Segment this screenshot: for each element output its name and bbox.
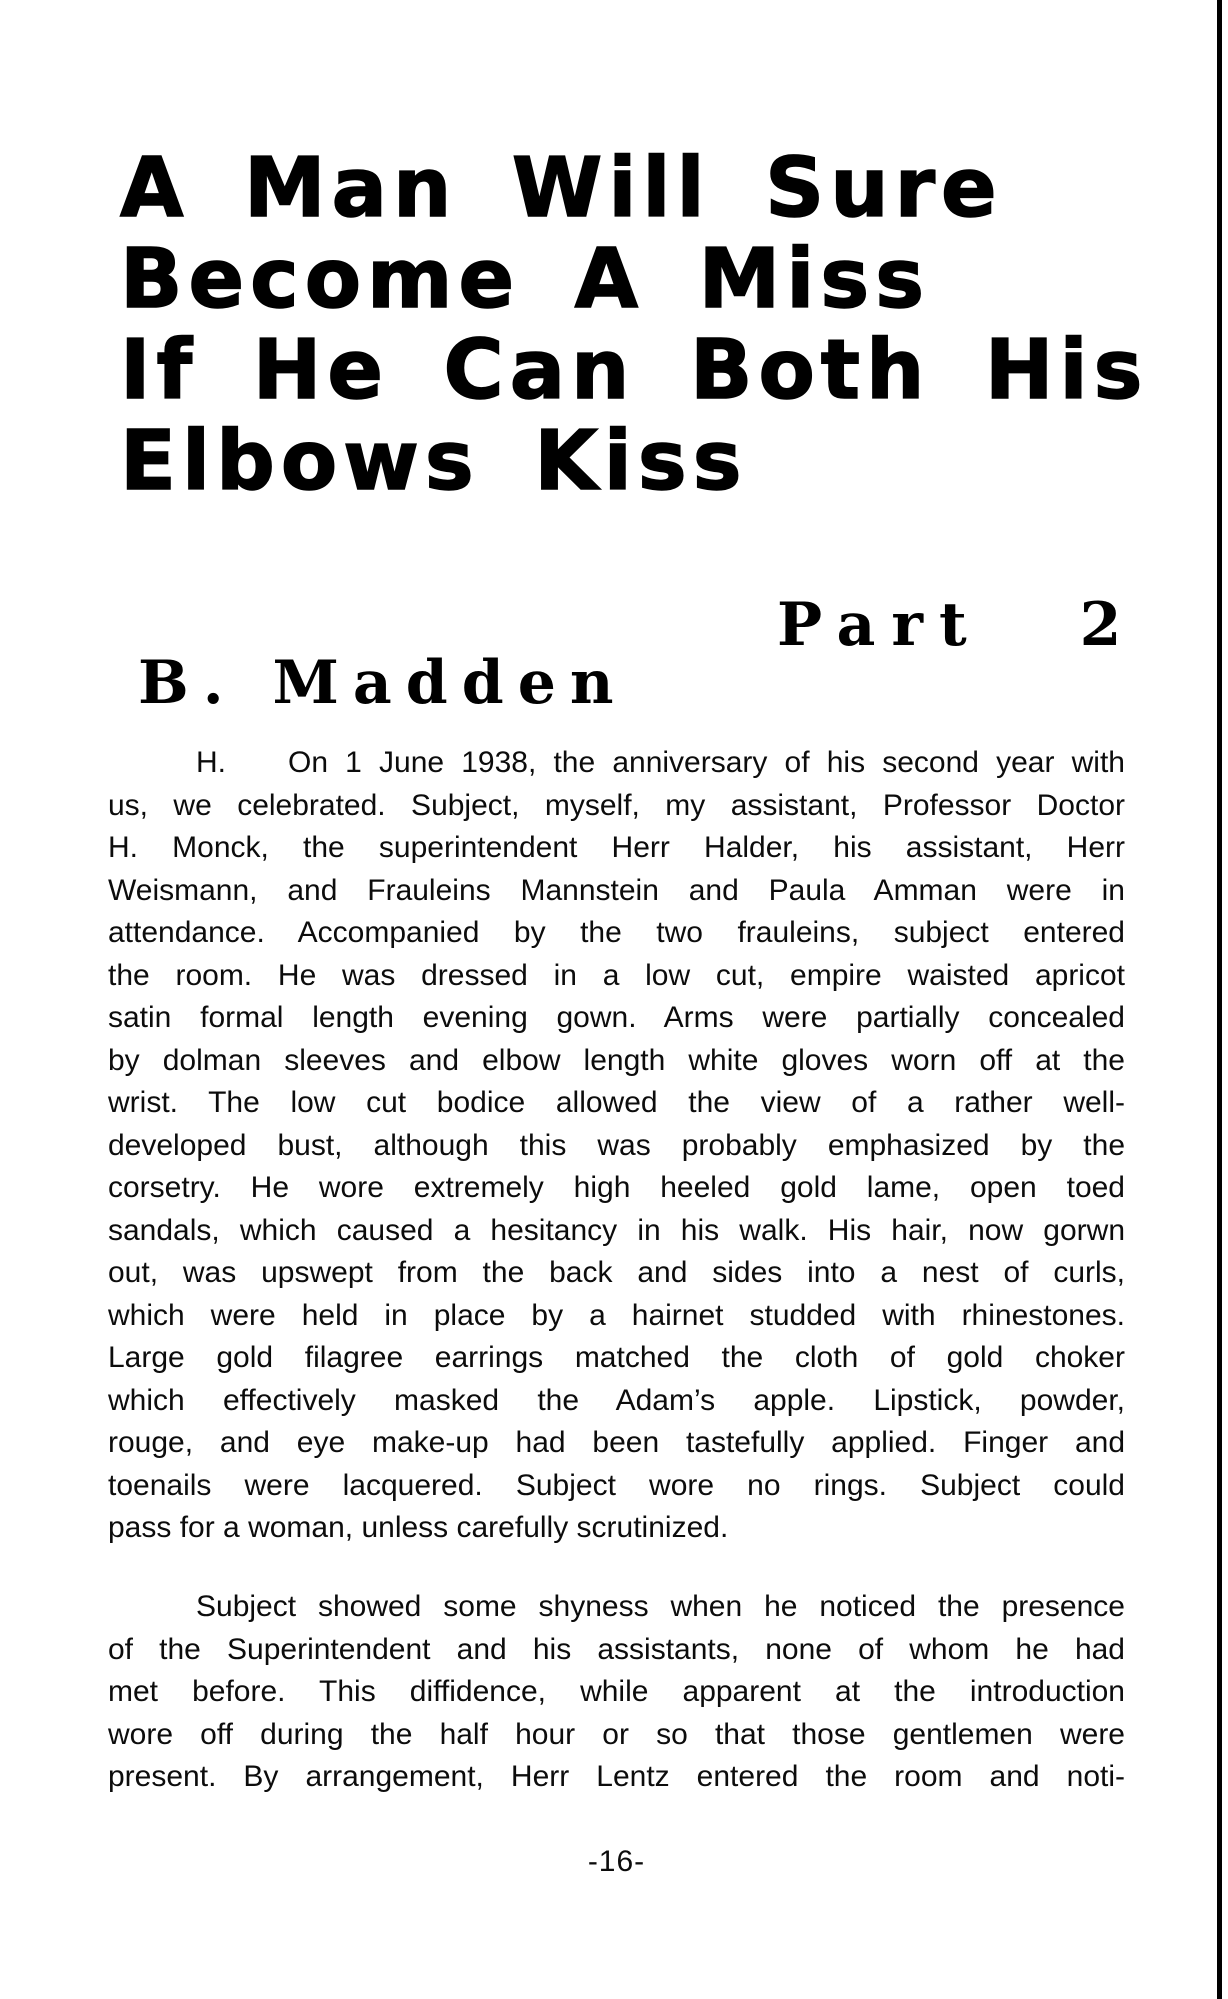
paragraph-line: present. By arrangement, Herr Lentz entered the room and noti- (108, 1760, 1125, 1793)
paragraph-line: Large gold filagree earrings matched the cloth of gold choker (108, 1341, 1125, 1374)
paragraph-line: us, we celebrated. Subject, myself, my assistant, Professor Doctor (108, 788, 1125, 822)
title-line: If He Can Both His (120, 323, 1149, 418)
paragraph-line: satin formal length evening gown. Arms were partially concealed (108, 1001, 1125, 1034)
page-edge-rule (1217, 0, 1222, 1999)
paragraph-line: of the Superintendent and his assistants, none of whom he had (108, 1632, 1125, 1666)
paragraph-line: out, was upswept from the back and sides into a nest of curls, (108, 1256, 1125, 1289)
paragraph-line: rouge, and eye make-up had been tastefully applied. Finger and (108, 1426, 1125, 1459)
paragraph-line: toenails were lacquered. Subject wore no rings. Subject could (108, 1468, 1125, 1502)
paragraph-1 (108, 742, 1125, 1550)
line-text: Subject showed some shyness when he noticed the presence (196, 1590, 1125, 1623)
paragraph-line: the room. He was dressed in a low cut, empire waisted apricot (108, 958, 1125, 992)
paragraph-first-line (108, 742, 1125, 785)
paragraph-line: H. Monck, the superintendent Herr Halder, his assistant, Herr (108, 831, 1125, 864)
paragraph-line: which were held in place by a hairnet studded with rhinestones. (108, 1298, 1125, 1332)
paragraph-lines (108, 785, 1125, 1550)
page-title (120, 143, 1148, 507)
title-line: Become A Miss (120, 232, 930, 327)
paragraph-line: met before. This diffidence, while apparent at the introduction (108, 1675, 1125, 1708)
paragraph-lines (108, 1629, 1125, 1799)
title-line: Elbows Kiss (120, 414, 748, 509)
paragraph-line: by dolman sleeves and elbow length white gloves worn off at the (108, 1043, 1125, 1077)
paragraph-line: wrist. The low cut bodice allowed the view of a rather well- (108, 1086, 1125, 1119)
paragraph-line: attendance. Accompanied by the two frauleins, subject entered (108, 916, 1125, 949)
part-label: Part 2 (777, 590, 1138, 660)
paragraph-line: developed bust, although this was probably emphasized by the (108, 1128, 1125, 1162)
line-text: On 1 June 1938, the anniversary of his second year with (288, 746, 1125, 779)
lead-initial: H. (196, 746, 226, 779)
author-name: B. Madden (138, 648, 628, 718)
page-number: -16- (587, 1845, 646, 1878)
paragraph-line: Weismann, and Frauleins Mannstein and Paula Amman were in (108, 873, 1125, 907)
paragraph-line: wore off during the half hour or so that those gentlemen were (108, 1717, 1125, 1751)
paragraph-line: which effectively masked the Adam’s apple. Lipstick, powder, (108, 1383, 1125, 1417)
paragraph-line: sandals, which caused a hesitancy in his walk. His hair, now gorwn (108, 1213, 1125, 1247)
paragraph-line: pass for a woman, unless carefully scrutinized. (108, 1511, 729, 1544)
paragraph-2 (108, 1586, 1125, 1799)
title-line: A Man Will Sure (120, 141, 1003, 236)
paragraph-line: corsetry. He wore extremely high heeled gold lame, open toed (108, 1171, 1125, 1204)
paragraph-first-line (108, 1586, 1125, 1629)
